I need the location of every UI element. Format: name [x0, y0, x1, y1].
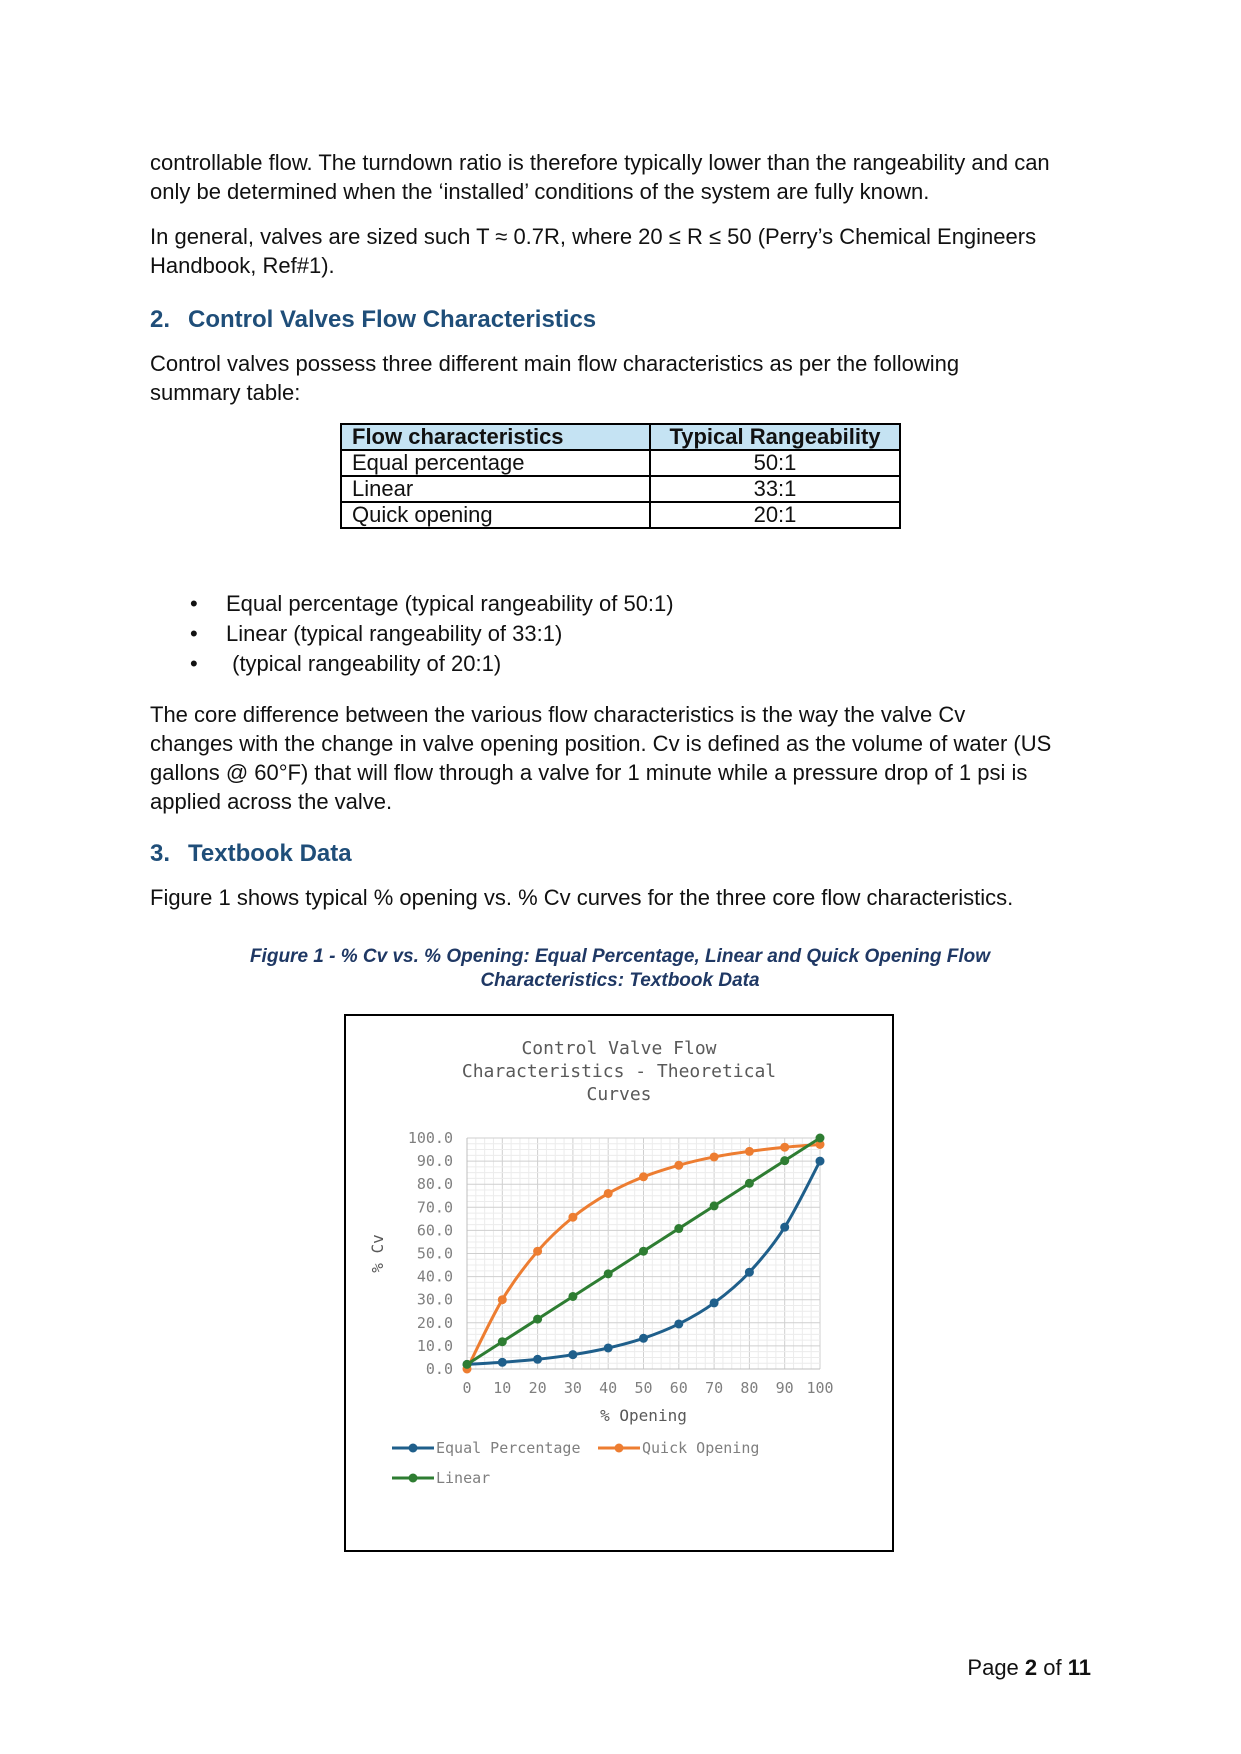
bullet-icon: •: [190, 651, 198, 676]
data-point-linear: [533, 1315, 542, 1324]
table-cell: Equal percentage: [341, 450, 650, 476]
y-tick-label: 80.0: [416, 1175, 453, 1194]
x-tick-label: 10: [493, 1379, 512, 1397]
chart-container: [344, 1014, 894, 1552]
text-line: applied across the valve.: [150, 789, 393, 814]
x-tick-label: 70: [705, 1379, 724, 1397]
list-item-text: Linear (typical rangeability of 33:1): [226, 621, 563, 646]
y-tick-label: 20.0: [416, 1313, 453, 1332]
y-tick-label: 100.0: [407, 1129, 453, 1147]
text-line: In general, valves are sized such T ≈ 0.7R, where 20 ≤ R ≤ 50 (Perry’s Chemical Engineers: [150, 224, 1037, 249]
paragraph-intro-table: [150, 349, 1100, 407]
section-heading-textbook-data: [150, 840, 352, 868]
data-point-equal-percentage: [816, 1157, 825, 1166]
text-line: Control valves possess three different main flow characteristics as per the following: [150, 351, 960, 376]
paragraph-turndown: [150, 148, 1100, 206]
chart-text: [368, 1038, 834, 1425]
x-tick-label: 80: [740, 1379, 759, 1397]
data-point-linear: [710, 1201, 719, 1210]
x-tick-label: 90: [775, 1379, 794, 1397]
legend-swatch-marker: [615, 1444, 624, 1453]
section-title: Control Valves Flow Characteristics: [188, 306, 597, 333]
chart-title: Curves: [586, 1084, 652, 1105]
chart-title: Characteristics - Theoretical: [461, 1061, 777, 1082]
text-line: The core difference between the various flow characteristics is the way the valve Cv: [150, 702, 966, 727]
data-point-equal-percentage: [604, 1343, 613, 1352]
legend-label: Quick Opening: [642, 1439, 760, 1457]
section-title: Textbook Data: [188, 840, 352, 867]
data-point-quick-opening: [533, 1247, 542, 1256]
y-tick-label: 0.0: [425, 1360, 453, 1378]
bullet-icon: •: [190, 621, 198, 646]
table-cell: 20:1: [650, 502, 900, 528]
data-point-linear: [780, 1156, 789, 1165]
section-number: 3.: [150, 840, 171, 867]
line-chart: [346, 1016, 892, 1550]
table-cell: Quick opening: [341, 502, 650, 528]
x-tick-label: 30: [563, 1379, 582, 1397]
data-point-quick-opening: [674, 1161, 683, 1170]
section-heading-flow-characteristics: [150, 306, 596, 334]
paragraph-figure-intro: Figure 1 shows typical % opening vs. % Cv curves for the three core flow characteristics.: [150, 885, 1014, 910]
table-row: [341, 450, 900, 476]
page-footer: [967, 1655, 1091, 1681]
footer-prefix: Page: [967, 1655, 1025, 1680]
data-point-quick-opening: [780, 1143, 789, 1152]
data-point-equal-percentage: [674, 1319, 683, 1328]
data-point-equal-percentage: [498, 1358, 507, 1367]
x-tick-label: 50: [634, 1379, 653, 1397]
section-number: 2.: [150, 306, 171, 333]
paragraph-sizing: [150, 222, 1100, 280]
rangeability-table: [340, 423, 901, 529]
list-item-text: (typical rangeability of 20:1): [226, 651, 502, 676]
data-point-linear: [568, 1292, 577, 1301]
data-point-equal-percentage: [710, 1298, 719, 1307]
paragraph-cv-definition: [150, 700, 1100, 816]
data-point-linear: [639, 1247, 648, 1256]
data-point-equal-percentage: [780, 1223, 789, 1232]
data-point-quick-opening: [710, 1152, 719, 1161]
data-point-equal-percentage: [745, 1268, 754, 1277]
data-point-quick-opening: [568, 1213, 577, 1222]
y-tick-label: 50.0: [416, 1244, 453, 1263]
data-point-quick-opening: [745, 1147, 754, 1156]
legend-swatch-marker: [409, 1444, 418, 1453]
table-row: [341, 476, 900, 502]
y-axis-label: % Cv: [368, 1234, 387, 1273]
figure-caption: [190, 945, 1050, 993]
text-line: summary table:: [150, 380, 301, 405]
text-line: controllable flow. The turndown ratio is therefore typically lower than the rangeability and can: [150, 150, 1050, 175]
data-point-equal-percentage: [639, 1334, 648, 1343]
table-cell: 50:1: [650, 450, 900, 476]
list-item: [150, 589, 674, 619]
data-point-linear: [816, 1134, 825, 1143]
x-tick-label: 20: [528, 1379, 547, 1397]
data-point-linear: [604, 1269, 613, 1278]
data-point-linear: [674, 1224, 683, 1233]
y-tick-label: 70.0: [416, 1198, 453, 1217]
x-axis-label: % Opening: [600, 1406, 687, 1425]
data-point-quick-opening: [498, 1295, 507, 1304]
data-point-linear: [745, 1179, 754, 1188]
list-item: [150, 619, 674, 649]
caption-line: Characteristics: Textbook Data: [480, 970, 760, 991]
text-line: only be determined when the ‘installed’ conditions of the system are fully known.: [150, 179, 930, 204]
page-number-total: 11: [1067, 1655, 1091, 1680]
bullet-list: [150, 589, 674, 679]
data-point-linear: [463, 1360, 472, 1369]
column-header: Typical Rangeability: [650, 424, 900, 450]
chart-title: Control Valve Flow: [521, 1038, 717, 1059]
chart-legend: [392, 1439, 759, 1487]
x-tick-label: 0: [462, 1379, 472, 1397]
y-tick-label: 30.0: [416, 1290, 453, 1309]
table-cell: Linear: [341, 476, 650, 502]
data-point-quick-opening: [639, 1172, 648, 1181]
data-point-linear: [498, 1337, 507, 1346]
caption-line: Figure 1 - % Cv vs. % Opening: Equal Percentage, Linear and Quick Opening Flow: [249, 946, 991, 967]
legend-swatch-marker: [409, 1474, 418, 1483]
text-line: gallons @ 60°F) that will flow through a valve for 1 minute while a pressure drop of 1 psi is: [150, 760, 1028, 785]
text-line: changes with the change in valve opening position. Cv is defined as the volume of water (US: [150, 731, 1052, 756]
y-tick-label: 60.0: [416, 1221, 453, 1240]
table-cell: 33:1: [650, 476, 900, 502]
legend-label: Equal Percentage: [436, 1439, 581, 1457]
footer-mid: of: [1037, 1655, 1068, 1680]
y-tick-label: 40.0: [416, 1267, 453, 1286]
legend-label: Linear: [436, 1469, 491, 1487]
x-tick-label: 60: [669, 1379, 688, 1397]
page-number-current: 2: [1024, 1655, 1038, 1680]
column-header: Flow characteristics: [341, 424, 650, 450]
table-row: [341, 502, 900, 528]
y-tick-label: 90.0: [416, 1152, 453, 1171]
y-tick-label: 10.0: [416, 1336, 453, 1355]
list-item-text: Equal percentage (typical rangeability of 50:1): [226, 591, 674, 616]
data-point-equal-percentage: [568, 1350, 577, 1359]
list-item: [150, 649, 674, 679]
table-header-row: [341, 424, 900, 450]
data-point-quick-opening: [604, 1189, 613, 1198]
x-tick-label: 100: [806, 1379, 834, 1397]
bullet-icon: •: [190, 591, 198, 616]
x-tick-label: 40: [599, 1379, 618, 1397]
text-line: Handbook, Ref#1).: [150, 253, 335, 278]
data-point-equal-percentage: [533, 1355, 542, 1364]
